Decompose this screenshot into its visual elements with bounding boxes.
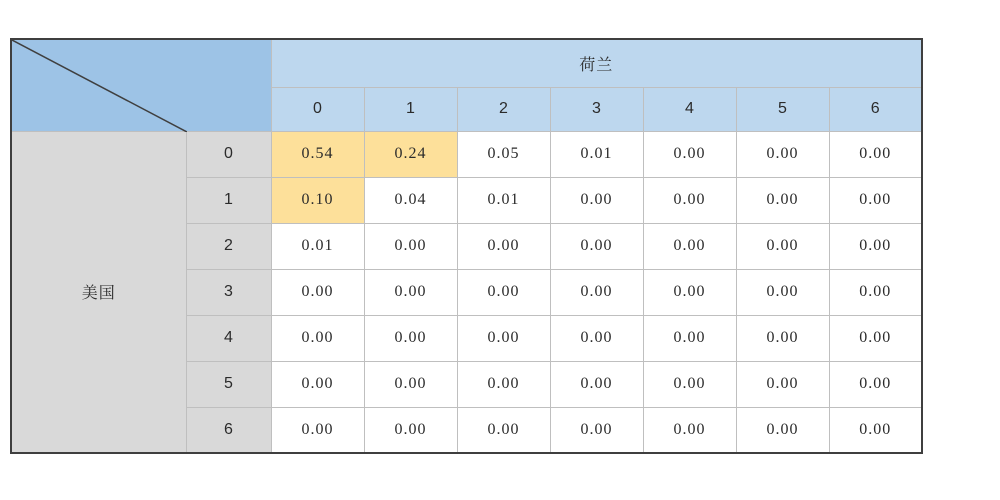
cell-3-0[interactable]: 0.00 <box>271 269 364 315</box>
row-header-2[interactable]: 2 <box>186 223 271 269</box>
cell-3-4[interactable]: 0.00 <box>643 269 736 315</box>
cell-5-1[interactable]: 0.00 <box>364 361 457 407</box>
cell-4-2[interactable]: 0.00 <box>457 315 550 361</box>
column-group-title: 荷兰 <box>271 39 922 87</box>
cell-4-4[interactable]: 0.00 <box>643 315 736 361</box>
cell-0-2[interactable]: 0.05 <box>457 131 550 177</box>
column-header-0[interactable]: 0 <box>271 87 364 131</box>
diagonal-divider-icon <box>12 40 187 132</box>
cell-6-0[interactable]: 0.00 <box>271 407 364 453</box>
cell-6-5[interactable]: 0.00 <box>736 407 829 453</box>
cell-2-6[interactable]: 0.00 <box>829 223 922 269</box>
cell-5-6[interactable]: 0.00 <box>829 361 922 407</box>
cell-5-2[interactable]: 0.00 <box>457 361 550 407</box>
cell-2-5[interactable]: 0.00 <box>736 223 829 269</box>
row-header-5[interactable]: 5 <box>186 361 271 407</box>
cell-1-2[interactable]: 0.01 <box>457 177 550 223</box>
cell-5-3[interactable]: 0.00 <box>550 361 643 407</box>
row-header-1[interactable]: 1 <box>186 177 271 223</box>
cell-3-5[interactable]: 0.00 <box>736 269 829 315</box>
cell-1-4[interactable]: 0.00 <box>643 177 736 223</box>
column-header-6[interactable]: 6 <box>829 87 922 131</box>
row-header-0[interactable]: 0 <box>186 131 271 177</box>
column-header-1[interactable]: 1 <box>364 87 457 131</box>
cell-1-3[interactable]: 0.00 <box>550 177 643 223</box>
cell-2-2[interactable]: 0.00 <box>457 223 550 269</box>
cell-4-0[interactable]: 0.00 <box>271 315 364 361</box>
cell-2-1[interactable]: 0.00 <box>364 223 457 269</box>
cell-0-0[interactable]: 0.54 <box>271 131 364 177</box>
cell-6-3[interactable]: 0.00 <box>550 407 643 453</box>
row-header-4[interactable]: 4 <box>186 315 271 361</box>
cell-4-1[interactable]: 0.00 <box>364 315 457 361</box>
cell-0-6[interactable]: 0.00 <box>829 131 922 177</box>
cell-4-6[interactable]: 0.00 <box>829 315 922 361</box>
cell-1-1[interactable]: 0.04 <box>364 177 457 223</box>
cell-6-4[interactable]: 0.00 <box>643 407 736 453</box>
row-header-3[interactable]: 3 <box>186 269 271 315</box>
probability-matrix-table <box>10 38 923 454</box>
cell-0-3[interactable]: 0.01 <box>550 131 643 177</box>
cell-3-6[interactable]: 0.00 <box>829 269 922 315</box>
cell-0-5[interactable]: 0.00 <box>736 131 829 177</box>
row-header-6[interactable]: 6 <box>186 407 271 453</box>
cell-6-6[interactable]: 0.00 <box>829 407 922 453</box>
cell-3-3[interactable]: 0.00 <box>550 269 643 315</box>
cell-2-3[interactable]: 0.00 <box>550 223 643 269</box>
cell-5-0[interactable]: 0.00 <box>271 361 364 407</box>
column-header-5[interactable]: 5 <box>736 87 829 131</box>
column-header-4[interactable]: 4 <box>643 87 736 131</box>
column-header-2[interactable]: 2 <box>457 87 550 131</box>
cell-3-1[interactable]: 0.00 <box>364 269 457 315</box>
cell-5-5[interactable]: 0.00 <box>736 361 829 407</box>
cell-0-4[interactable]: 0.00 <box>643 131 736 177</box>
row-group-title: 美国 <box>11 131 186 453</box>
corner-diagonal-header <box>11 39 271 131</box>
table-header-row-group <box>11 39 922 87</box>
cell-1-5[interactable]: 0.00 <box>736 177 829 223</box>
cell-6-2[interactable]: 0.00 <box>457 407 550 453</box>
cell-2-0[interactable]: 0.01 <box>271 223 364 269</box>
cell-1-6[interactable]: 0.00 <box>829 177 922 223</box>
cell-4-3[interactable]: 0.00 <box>550 315 643 361</box>
cell-2-4[interactable]: 0.00 <box>643 223 736 269</box>
column-header-3[interactable]: 3 <box>550 87 643 131</box>
cell-3-2[interactable]: 0.00 <box>457 269 550 315</box>
table-row <box>11 131 922 177</box>
cell-5-4[interactable]: 0.00 <box>643 361 736 407</box>
cell-1-0[interactable]: 0.10 <box>271 177 364 223</box>
cell-4-5[interactable]: 0.00 <box>736 315 829 361</box>
cell-0-1[interactable]: 0.24 <box>364 131 457 177</box>
cell-6-1[interactable]: 0.00 <box>364 407 457 453</box>
